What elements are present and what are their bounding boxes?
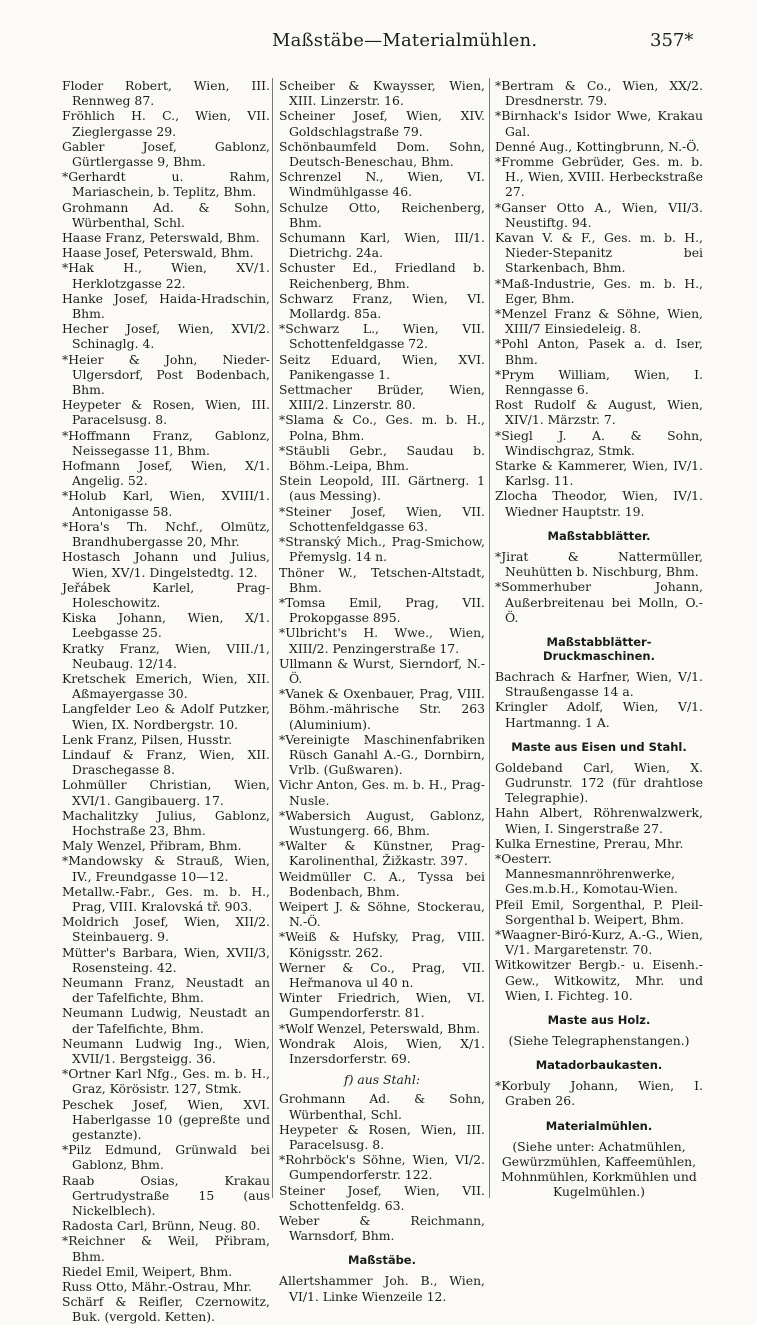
directory-entry: Bachrach & Harfner, Wien, V/1. Straußengasse 14 a. [495,668,703,700]
directory-entry: *Prym William, Wien, I. Renngasse 6. [495,366,703,398]
directory-entry: Haase Josef, Peterswald, Bhm. [62,245,254,261]
directory-entry: Lindauf & Franz, Wien, XII. Draschegasse 8. [62,746,270,778]
directory-entry: Neumann Ludwig Ing., Wien, XVII/1. Bergsteigg. 36. [62,1035,270,1066]
directory-entry: Schumann Karl, Wien, III/1. Dietrichg. 24a. [279,230,485,261]
directory-entry: Kringler Adolf, Wien, V/1. Hartmanng. 1 A. [495,699,703,730]
directory-entry: Hanke Josef, Haida-Hradschin, Bhm. [62,290,270,322]
directory-entry: Werner & Co., Prag, VII. Heřmanova ul 40 n. [279,959,485,990]
directory-entry: *Siegl J. A. & Sohn, Windischgraz, Stmk. [495,427,703,458]
entry-list [495,549,703,625]
directory-entry: *Pohl Anton, Pasek a. d. Iser, Bhm. [495,336,703,367]
directory-entry: *Bertram & Co., Wien, XX/2. Dresdnerstr. 79. [495,78,703,109]
directory-entry: Schrenzel N., Wien, VI. Windmühlgasse 46. [279,169,485,200]
directory-entry: *Slama & Co., Ges. m. b. H., Polna, Bhm. [279,412,485,443]
directory-entry: Kulka Ernestine, Prerau, Mhr. [495,835,684,851]
entry-list [279,1091,485,1243]
directory-entry: *Steiner Josef, Wien, VII. Schottenfeldgasse 63. [279,503,485,534]
directory-entry: Grohmann Ad. & Sohn, Würbenthal, Schl. [62,199,270,230]
directory-entry: Gabler Josef, Gablonz, Gürtlergasse 9, Bhm. [62,138,270,170]
section-note: (Siehe Telegraphenstangen.) [508,1032,690,1048]
directory-entry: *Birnhack's Isidor Wwe, Krakau Gal. [495,108,703,139]
directory-entry: *Wolf Wenzel, Peterswald, Bhm. [279,1020,481,1036]
column-divider [272,78,273,1198]
column-middle [279,78,485,1304]
directory-entry: Scheiner Josef, Wien, XIV. Goldschlagstraße 79. [279,108,485,139]
directory-entry: Hostasch Johann und Julius, Wien, XV/1. Dingelstedtg. 12. [62,549,270,580]
directory-entry: Schuster Ed., Friedland b. Reichenberg, Bhm. [279,260,485,291]
directory-entry: Denné Aug., Kottingbrunn, N.-Ö. [495,138,700,154]
directory-entry: *Korbuly Johann, Wien, I. Graben 26. [495,1078,703,1109]
section-heading: Maste aus Holz. [547,1012,651,1027]
directory-entry: Neumann Franz, Neustadt an der Tafelfichte, Bhm. [62,974,270,1006]
directory-entry: Scheiber & Kwaysser, Wien, XIII. Linzerstr. 16. [279,78,485,109]
directory-entry: Zlocha Theodor, Wien, IV/1. Wiedner Hauptstr. 19. [495,488,703,519]
directory-entry: *Schwarz L., Wien, VII. Schottenfeldgasse 72. [279,321,485,352]
directory-entry: Russ Otto, Mähr.-Ostrau, Mhr. [62,1279,252,1295]
directory-entry: *Stäubli Gebr., Saudau b. Böhm.-Leipa, Bhm. [279,442,485,474]
directory-entry: Mütter's Barbara, Wien, XVII/3, Rosensteing. 42. [62,944,270,975]
section-subheading: f) aus Stahl: [344,1072,420,1088]
entry-list [279,1273,485,1303]
directory-entry: *Rohrböck's Söhne, Wien, VI/2. Gumpendorferstr. 122. [279,1152,485,1183]
directory-entry: Machalitzky Julius, Gablonz, Hochstraße 23, Bhm. [62,807,270,838]
directory-entry: Weidmüller C. A., Tyssa bei Bodenbach, Bhm. [279,868,485,899]
column-right [495,78,703,1199]
directory-entry: Haase Franz, Peterswald, Bhm. [62,230,260,246]
directory-entry: Kavan V. & F., Ges. m. b. H., Nieder-Stepanitz bei Starkenbach, Bhm. [495,230,703,276]
entry-list [495,760,703,1003]
directory-entry: Goldeband Carl, Wien, X. Gudrunstr. 172 (für drahtlose Telegraphie). [495,759,703,806]
directory-entry: *Sommerhuber Johann, Außerbreitenau bei Molln, O.-Ö. [495,579,703,625]
directory-entry: *Oesterr. Mannesmannröhrenwerke, Ges.m.b.H., Komotau-Wien. [495,850,678,897]
page-title: Maßstäbe—Materialmühlen. [272,30,538,51]
column-divider [489,78,490,1198]
directory-entry: Steiner Josef, Wien, VII. Schottenfeldg. 63. [279,1182,485,1213]
directory-entry: *Pilz Edmund, Grünwald bei Gablonz, Bhm. [62,1142,270,1173]
directory-entry: Langfelder Leo & Adolf Putzker, Wien, IX. Nordbergstr. 10. [62,701,270,732]
directory-entry: *Ganser Otto A., Wien, VII/3. Neustiftg. 94. [495,199,703,230]
section-heading: Maßstabblätter-Druckmaschinen. [543,634,655,663]
directory-entry: Metallw.-Fabr., Ges. m. b. H., Prag, VIII. Kralovská tř. 903. [62,883,270,914]
directory-entry: *Ortner Karl Nfg., Ges. m. b. H., Graz, Körösistr. 127, Stmk. [62,1066,270,1097]
directory-entry: *Tomsa Emil, Prag, VII. Prokopgasse 895. [279,594,485,626]
section-heading: Maßstäbe. [348,1253,416,1268]
directory-entry: *Mandowsky & Strauß, Wien, IV., Freundgasse 10—12. [62,853,270,884]
directory-entry: Schwarz Franz, Wien, VI. Mollardg. 85a. [279,290,485,322]
directory-entry: *Walter & Künstner, Prag-Karolinenthal, Žižkastr. 397. [279,838,485,869]
directory-entry: Kratky Franz, Wien, VIII./1, Neubaug. 12/14. [62,640,270,671]
directory-entry: Witkowitzer Bergb.- u. Eisenh.-Gew., Witkowitz, Mhr. und Wien, I. Fichteg. 10. [495,957,703,1003]
directory-entry: Settmacher Brüder, Wien, XIII/2. Linzerstr. 80. [279,382,485,413]
directory-entry: Kiska Johann, Wien, X/1. Leebgasse 25. [62,610,270,641]
directory-entry: Heypeter & Rosen, Wien, III. Paracelsusg. 8. [62,397,270,428]
section-heading: Materialmühlen. [545,1118,653,1133]
directory-entry: *Wabersich August, Gablonz, Wustungerg. 66, Bhm. [279,807,485,838]
entry-list [279,78,485,1066]
directory-entry: *Hoffmann Franz, Gablonz, Neissegasse 11, Bhm. [62,427,270,458]
section-note: (Siehe unter: Achatmühlen, Gewürzmühlen, Kaffeemühlen, Mohnmühlen, Korkmühlen und Kugelmühlen.) [501,1138,697,1200]
directory-entry: Schönbaumfeld Dom. Sohn, Deutsch-Beneschau, Bhm. [279,138,485,170]
directory-entry: Lohmüller Christian, Wien, XVI/1. Gangibauerg. 17. [62,777,270,808]
column-left [62,78,270,1325]
directory-entry: *Maß-Industrie, Ges. m. b. H., Eger, Bhm. [495,275,703,306]
directory-entry: *Heier & John, Nieder-Ulgersdorf, Post Bodenbach, Bhm. [62,351,270,398]
directory-entry: Seitz Eduard, Wien, XVI. Panikengasse 1. [279,351,485,382]
directory-entry: Kretschek Emerich, Wien, XII. Aßmayergasse 30. [62,670,270,702]
directory-entry: *Stranský Mich., Prag-Smichow, Přemyslg. 14 n. [279,534,485,565]
page-number: 357* [650,30,694,51]
directory-entry: Hecher Josef, Wien, XVI/2. Schinaglg. 4. [62,321,270,352]
directory-entry: Raab Osias, Krakau Gertrudystraße 15 (aus Nickelblech). [62,1172,270,1219]
directory-entry: *Hora's Th. Nchf., Olmütz, Brandhubergasse 20, Mhr. [62,518,270,550]
directory-entry: Hahn Albert, Röhrenwalzwerk, Wien, I. Singerstraße 27. [495,805,703,836]
directory-entry: *Weiß & Hufsky, Prag, VIII. Königsstr. 262. [279,929,485,960]
directory-entry: Riedel Emil, Weipert, Bhm. [62,1263,233,1279]
entry-list [495,669,703,730]
directory-entry: *Holub Karl, Wien, XVIII/1. Antonigasse 58. [62,488,270,519]
directory-entry: Wondrak Alois, Wien, X/1. Inzersdorferstr. 69. [279,1035,485,1066]
directory-entry: *Vereinigte Maschinenfabriken Rüsch Ganahl A.-G., Dornbirn, Vrlb. (Gußwaren). [279,731,485,778]
directory-entry: Allertshammer Joh. B., Wien, VI/1. Linke Wienzeile 12. [279,1273,485,1304]
directory-entry: *Reichner & Weil, Přibram, Bhm. [62,1233,270,1264]
directory-entry: Winter Friedrich, Wien, VI. Gumpendorferstr. 81. [279,990,485,1021]
directory-entry: Heypeter & Rosen, Wien, III. Paracelsusg. 8. [279,1121,485,1153]
entry-list [495,1078,703,1108]
directory-entry: Rost Rudolf & August, Wien, XIV/1. Märzstr. 7. [495,397,703,428]
directory-entry: Thöner W., Tetschen-Altstadt, Bhm. [279,564,485,595]
directory-entry: Floder Robert, Wien, III. Rennweg 87. [62,78,270,109]
directory-entry: Stein Leopold, III. Gärtnerg. 1 (aus Messing). [279,473,485,504]
directory-entry: Neumann Ludwig, Neustadt an der Tafelfichte, Bhm. [62,1005,270,1036]
directory-entry: *Fromme Gebrüder, Ges. m. b. H., Wien, XVIII. Herbeckstraße 27. [495,154,703,200]
directory-entry: Vichr Anton, Ges. m. b. H., Prag-Nusle. [279,777,485,808]
directory-entry: Schärf & Reifler, Czernowitz, Buk. (vergold. Ketten). [62,1294,270,1325]
entry-list [495,78,703,519]
directory-entry: Radosta Carl, Brünn, Neug. 80. [62,1218,261,1234]
directory-entry: Weber & Reichmann, Warnsdorf, Bhm. [279,1213,485,1244]
directory-entry: Weipert J. & Söhne, Stockerau, N.-Ö. [279,898,485,930]
directory-entry: Maly Wenzel, Přibram, Bhm. [62,838,242,854]
directory-entry: Jeřábek Karlel, Prag-Holeschowitz. [62,579,270,610]
directory-entry: Pfeil Emil, Sorgenthal, P. Pleil-Sorgenthal b. Weipert, Bhm. [495,896,703,927]
directory-entry: Grohmann Ad. & Sohn, Würbenthal, Schl. [279,1091,485,1122]
directory-entry: Starke & Kammerer, Wien, IV/1. Karlsg. 11. [495,458,703,489]
directory-entry: Hofmann Josef, Wien, X/1. Angelig. 52. [62,458,270,489]
page-header [0,30,757,56]
directory-entry: *Waagner-Biró-Kurz, A.-G., Wien, V/1. Margaretenstr. 70. [495,926,703,958]
directory-entry: Fröhlich H. C., Wien, VII. Zieglergasse 29. [62,108,270,139]
directory-entry: *Vanek & Oxenbauer, Prag, VIII. Böhm.-mährische Str. 263 (Aluminium). [279,686,485,732]
directory-entry: Lenk Franz, Pilsen, Husstr. [62,731,233,747]
section-heading: Maßstabblätter. [547,528,651,543]
directory-entry: Ullmann & Wurst, Sierndorf, N.-Ö. [279,655,485,686]
directory-entry: Moldrich Josef, Wien, XII/2. Steinbauerg. 9. [62,914,270,945]
directory-entry: Peschek Josef, Wien, XVI. Haberlgasse 10 (gepreßte und gestanzte). [62,1096,270,1143]
directory-entry: Schulze Otto, Reichenberg, Bhm. [279,199,485,230]
directory-entry: *Gerhardt u. Rahm, Mariaschein, b. Teplitz, Bhm. [62,169,270,200]
directory-entry: *Ulbricht's H. Wwe., Wien, XIII/2. Penzingerstraße 17. [279,625,485,656]
directory-entry: *Jirat & Nattermüller, Neuhütten b. Nischburg, Bhm. [495,548,703,580]
directory-entry: *Menzel Franz & Söhne, Wien, XIII/7 Einsiedeleig. 8. [495,306,703,337]
section-heading: Maste aus Eisen und Stahl. [511,739,687,754]
directory-entry: *Hak H., Wien, XV/1. Herklotzgasse 22. [62,260,270,291]
section-heading: Matadorbaukasten. [535,1058,663,1073]
